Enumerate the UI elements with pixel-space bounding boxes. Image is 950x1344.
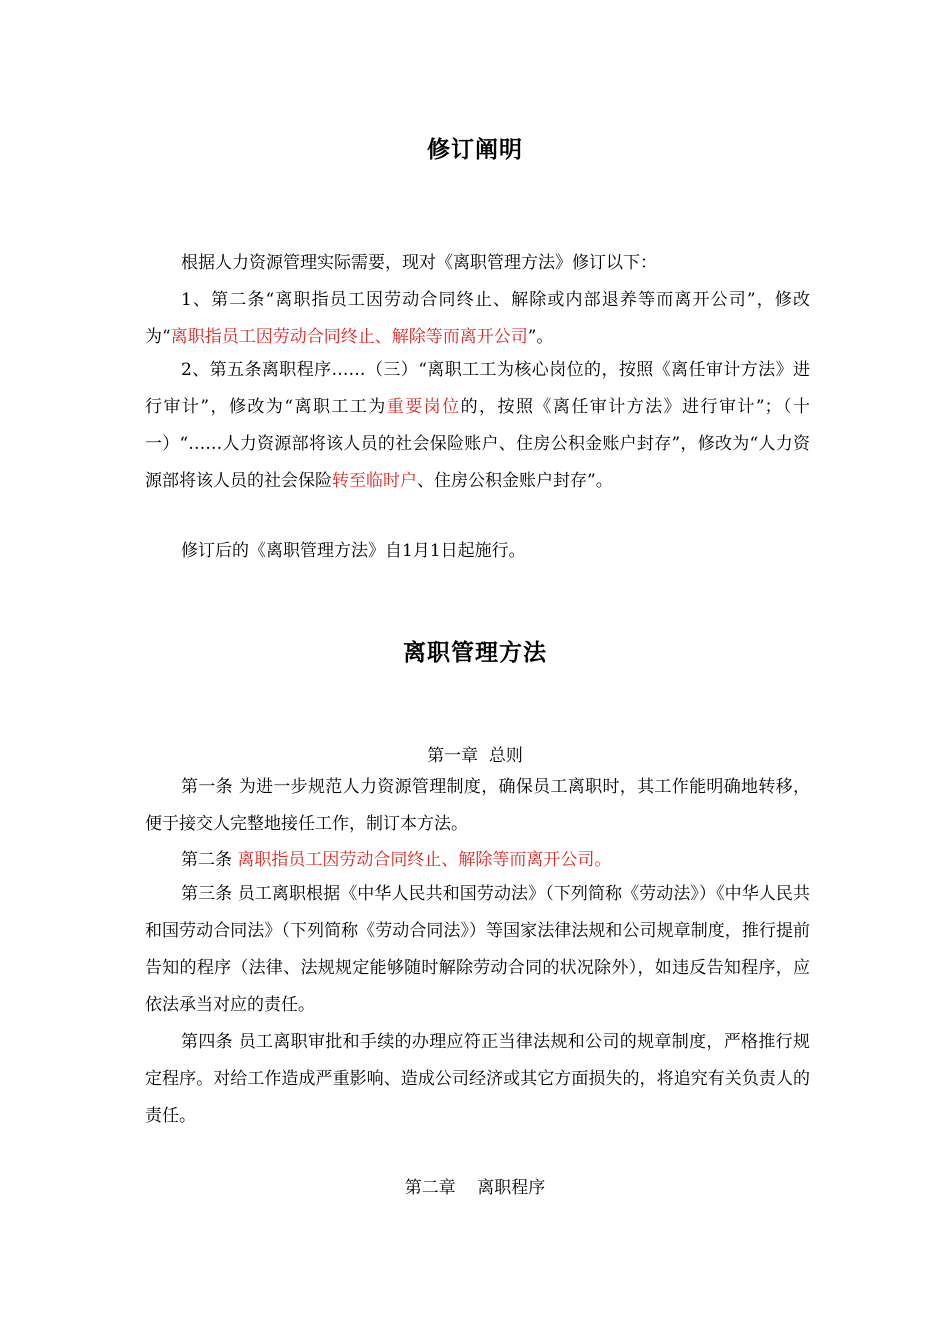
revision-item-1 xyxy=(145,282,810,356)
article-2 xyxy=(145,842,810,879)
chapter-2-heading: 第二章 离职程序 xyxy=(404,1178,546,1198)
revision-effective-date: 修订后的《离职管理方法》自1月1日起施行。 xyxy=(181,541,526,561)
article-4: 第四条 员工离职审批和手续的办理应符正当律法规和公司的规章制度，严格推行规定程序。对给工作造成严重影响、造成公司经济或其它方面损失的，将追究有关负责人的责任。 xyxy=(145,1032,810,1126)
article-2-label: 第二条 xyxy=(181,850,238,870)
revision-item-2-text-a: 2、第五条离职程序……（三）“离职工工为核心岗位的，按照《离任审计方法》进行审计”，修改为“离职工工为 xyxy=(145,360,810,417)
revision-item-2-highlight-1: 重要岗位 xyxy=(386,397,461,417)
revision-intro: 根据人力资源管理实际需要，现对《离职管理方法》修订以下： xyxy=(181,253,657,273)
revision-item-2 xyxy=(145,352,810,500)
revision-title: 修订阐明 xyxy=(427,136,523,163)
revision-item-2-highlight-2: 转至临时户 xyxy=(332,471,417,491)
revision-item-1-text-a: 1、第二条“离职指员工因劳动合同终止、解除或内部退养等而离开公司”，修改为“ xyxy=(145,290,810,347)
article-2-text: 离职指员工因劳动合同终止、解除等而离开公司。 xyxy=(237,850,612,870)
chapter-1-heading: 第一章 总则 xyxy=(427,746,523,766)
revision-item-1-highlight: 离职指员工因劳动合同终止、解除等而离开公司 xyxy=(170,327,528,347)
revision-item-1-text-b: ”。 xyxy=(527,327,554,347)
article-3: 第三条 员工离职根据《中华人民共和国劳动法》（下列简称《劳动法》）《中华人民共和国劳动合同法》（下列简称《劳动合同法》）等国家法律法规和公司规章制度，推行提前告知的程序（法律、法规规定能够随时解除劳动合同的状况除外），如违反告知程序，应依法承当对应的责任。 xyxy=(145,884,810,1015)
revision-item-2-text-c: 、住房公积金账户封存”。 xyxy=(417,471,613,491)
article-1: 第一条 为进一步规范人力资源管理制度，确保员工离职时，其工作能明确地转移，便于接交人完整地接任工作，制订本方法。 xyxy=(145,777,810,834)
document-title: 离职管理方法 xyxy=(403,639,547,666)
revision-item-2-text-b: 的，按照《离任审计方法》进行审计”；（十一）“……人力资源部将该人员的社会保险账户、住房公积金账户封存”，修改为“人力资源部将该人员的社会保险 xyxy=(145,397,810,491)
